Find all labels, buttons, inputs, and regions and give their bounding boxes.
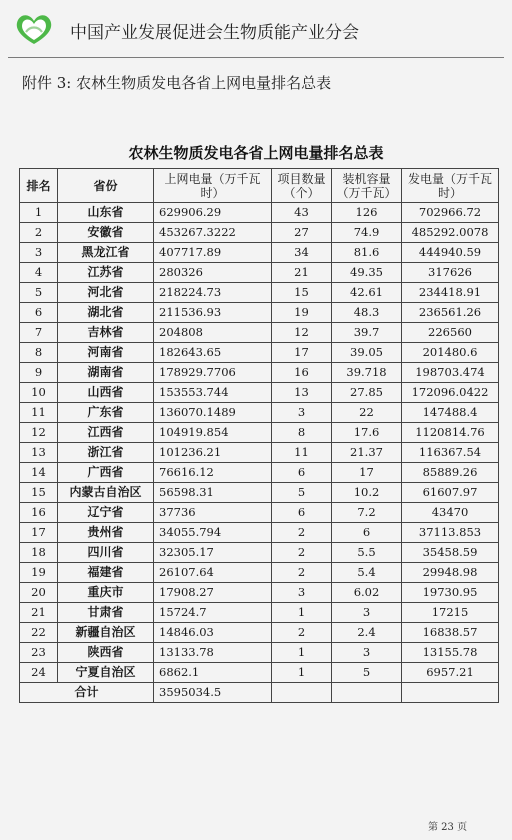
attachment-title: 附件 3: 农林生物质发电各省上网电量排名总表 — [22, 74, 332, 92]
cell-province: 山西省 — [58, 383, 154, 403]
table-row — [20, 523, 499, 543]
table-row — [20, 283, 499, 303]
total-row — [20, 683, 499, 703]
organization-name: 中国产业发展促进会生物质能产业分会 — [70, 23, 359, 43]
cell-province: 甘肃省 — [58, 603, 154, 623]
table-row — [20, 383, 499, 403]
cell-generation: 226560 — [402, 323, 499, 343]
cell-installed-capacity: 39.05 — [332, 343, 402, 363]
cell-project-count: 3 — [272, 583, 332, 603]
table-row — [20, 583, 499, 603]
cell-grid-electricity: 56598.31 — [154, 483, 272, 503]
cell-province: 陕西省 — [58, 643, 154, 663]
cell-grid-electricity: 453267.3222 — [154, 223, 272, 243]
cell-grid-electricity: 17908.27 — [154, 583, 272, 603]
cell-rank: 22 — [20, 623, 58, 643]
cell-project-count: 12 — [272, 323, 332, 343]
cell-generation: 37113.853 — [402, 523, 499, 543]
cell-project-count: 1 — [272, 663, 332, 683]
cell-province: 广西省 — [58, 463, 154, 483]
table-row — [20, 623, 499, 643]
cell-grid-electricity: 13133.78 — [154, 643, 272, 663]
cell-project-count: 6 — [272, 503, 332, 523]
cell-generation: 317626 — [402, 263, 499, 283]
cell-installed-capacity: 39.7 — [332, 323, 402, 343]
cell-rank: 13 — [20, 443, 58, 463]
table-body — [20, 203, 499, 703]
cell-province: 贵州省 — [58, 523, 154, 543]
table-row — [20, 263, 499, 283]
cell-project-count: 5 — [272, 483, 332, 503]
col-header-project-count: 项目数量 （个） — [272, 169, 332, 203]
table-row — [20, 403, 499, 423]
table-row — [20, 603, 499, 623]
cell-rank: 16 — [20, 503, 58, 523]
cell-province: 新疆自治区 — [58, 623, 154, 643]
cell-installed-capacity: 2.4 — [332, 623, 402, 643]
cell-grid-electricity: 153553.744 — [154, 383, 272, 403]
cell-province: 福建省 — [58, 563, 154, 583]
cell-province: 广东省 — [58, 403, 154, 423]
cell-generation: 234418.91 — [402, 283, 499, 303]
cell-grid-electricity: 178929.7706 — [154, 363, 272, 383]
table-row — [20, 203, 499, 223]
cell-province: 江西省 — [58, 423, 154, 443]
cell-installed-capacity: 10.2 — [332, 483, 402, 503]
table-row — [20, 303, 499, 323]
cell-installed-capacity: 42.61 — [332, 283, 402, 303]
cell-installed-capacity: 3 — [332, 603, 402, 623]
cell-grid-electricity: 34055.794 — [154, 523, 272, 543]
cell-installed-capacity: 17 — [332, 463, 402, 483]
total-value: 3595034.5 — [154, 683, 272, 703]
table-row — [20, 483, 499, 503]
header-divider — [8, 57, 504, 58]
cell-project-count: 34 — [272, 243, 332, 263]
table-row — [20, 363, 499, 383]
cell-rank: 17 — [20, 523, 58, 543]
cell-installed-capacity: 74.9 — [332, 223, 402, 243]
cell-project-count: 8 — [272, 423, 332, 443]
cell-grid-electricity: 15724.7 — [154, 603, 272, 623]
cell-installed-capacity: 81.6 — [332, 243, 402, 263]
cell-province: 河南省 — [58, 343, 154, 363]
cell-province: 河北省 — [58, 283, 154, 303]
cell-project-count: 21 — [272, 263, 332, 283]
cell-generation: 236561.26 — [402, 303, 499, 323]
cell-project-count: 3 — [272, 403, 332, 423]
cell-grid-electricity: 204808 — [154, 323, 272, 343]
cell-generation: 16838.57 — [402, 623, 499, 643]
table-header-row — [20, 169, 499, 203]
col-header-grid-electricity: 上网电量（万千瓦 时） — [154, 169, 272, 203]
cell-installed-capacity: 17.6 — [332, 423, 402, 443]
cell-province: 黑龙江省 — [58, 243, 154, 263]
table-row — [20, 323, 499, 343]
cell-project-count: 17 — [272, 343, 332, 363]
cell-generation: 61607.97 — [402, 483, 499, 503]
table-row — [20, 663, 499, 683]
table-row — [20, 223, 499, 243]
cell-generation: 485292.0078 — [402, 223, 499, 243]
cell-grid-electricity: 26107.64 — [154, 563, 272, 583]
cell-project-count: 1 — [272, 643, 332, 663]
cell-generation: 702966.72 — [402, 203, 499, 223]
cell-grid-electricity: 629906.29 — [154, 203, 272, 223]
cell-grid-electricity: 280326 — [154, 263, 272, 283]
cell-project-count: 19 — [272, 303, 332, 323]
cell-province: 湖北省 — [58, 303, 154, 323]
cell-province: 宁夏自治区 — [58, 663, 154, 683]
cell-province: 湖南省 — [58, 363, 154, 383]
cell-installed-capacity: 7.2 — [332, 503, 402, 523]
col-header-generation: 发电量（万千瓦 时） — [402, 169, 499, 203]
cell-rank: 14 — [20, 463, 58, 483]
cell-generation: 201480.6 — [402, 343, 499, 363]
cell-project-count: 15 — [272, 283, 332, 303]
cell-rank: 2 — [20, 223, 58, 243]
cell-rank: 3 — [20, 243, 58, 263]
cell-grid-electricity: 407717.89 — [154, 243, 272, 263]
cell-rank: 23 — [20, 643, 58, 663]
cell-province: 辽宁省 — [58, 503, 154, 523]
cell-generation: 29948.98 — [402, 563, 499, 583]
cell-grid-electricity: 32305.17 — [154, 543, 272, 563]
cell-project-count: 6 — [272, 463, 332, 483]
cell-project-count: 16 — [272, 363, 332, 383]
cell-province: 山东省 — [58, 203, 154, 223]
cell-grid-electricity: 104919.854 — [154, 423, 272, 443]
cell-project-count: 11 — [272, 443, 332, 463]
cell-generation: 444940.59 — [402, 243, 499, 263]
total-empty-cell — [272, 683, 332, 703]
cell-project-count: 2 — [272, 543, 332, 563]
table-row — [20, 643, 499, 663]
cell-grid-electricity: 136070.1489 — [154, 403, 272, 423]
cell-province: 浙江省 — [58, 443, 154, 463]
cell-grid-electricity: 14846.03 — [154, 623, 272, 643]
col-header-province: 省份 — [58, 169, 154, 203]
cell-installed-capacity: 6.02 — [332, 583, 402, 603]
cell-generation: 43470 — [402, 503, 499, 523]
cell-project-count: 13 — [272, 383, 332, 403]
cell-generation: 198703.474 — [402, 363, 499, 383]
page-header — [8, 10, 504, 50]
cell-project-count: 1 — [272, 603, 332, 623]
cell-project-count: 27 — [272, 223, 332, 243]
cell-rank: 21 — [20, 603, 58, 623]
cell-generation: 147488.4 — [402, 403, 499, 423]
cell-generation: 19730.95 — [402, 583, 499, 603]
total-empty-cell — [332, 683, 402, 703]
cell-rank: 18 — [20, 543, 58, 563]
cell-rank: 19 — [20, 563, 58, 583]
cell-rank: 5 — [20, 283, 58, 303]
organization-logo — [12, 10, 56, 48]
total-empty-cell — [402, 683, 499, 703]
cell-province: 安徽省 — [58, 223, 154, 243]
cell-generation: 35458.59 — [402, 543, 499, 563]
cell-grid-electricity: 6862.1 — [154, 663, 272, 683]
cell-installed-capacity: 3 — [332, 643, 402, 663]
table-row — [20, 343, 499, 363]
cell-grid-electricity: 37736 — [154, 503, 272, 523]
cell-grid-electricity: 182643.65 — [154, 343, 272, 363]
cell-rank: 4 — [20, 263, 58, 283]
cell-rank: 11 — [20, 403, 58, 423]
cell-installed-capacity: 6 — [332, 523, 402, 543]
ranking-table — [19, 168, 499, 703]
cell-grid-electricity: 101236.21 — [154, 443, 272, 463]
cell-rank: 12 — [20, 423, 58, 443]
cell-generation: 116367.54 — [402, 443, 499, 463]
cell-province: 内蒙古自治区 — [58, 483, 154, 503]
cell-generation: 17215 — [402, 603, 499, 623]
table-title: 农林生物质发电各省上网电量排名总表 — [128, 144, 384, 162]
cell-rank: 15 — [20, 483, 58, 503]
cell-installed-capacity: 49.35 — [332, 263, 402, 283]
cell-generation: 1120814.76 — [402, 423, 499, 443]
cell-rank: 20 — [20, 583, 58, 603]
cell-province: 江苏省 — [58, 263, 154, 283]
cell-rank: 8 — [20, 343, 58, 363]
cell-province: 四川省 — [58, 543, 154, 563]
cell-installed-capacity: 21.37 — [332, 443, 402, 463]
cell-project-count: 2 — [272, 523, 332, 543]
cell-project-count: 2 — [272, 563, 332, 583]
cell-installed-capacity: 22 — [332, 403, 402, 423]
cell-installed-capacity: 5.5 — [332, 543, 402, 563]
col-header-installed-capacity: 装机容量 （万千瓦） — [332, 169, 402, 203]
cell-grid-electricity: 218224.73 — [154, 283, 272, 303]
col-header-rank: 排名 — [20, 169, 58, 203]
total-label: 合计 — [20, 683, 154, 703]
page-number: 第 23 页 — [428, 822, 468, 833]
cell-installed-capacity: 126 — [332, 203, 402, 223]
cell-generation: 172096.0422 — [402, 383, 499, 403]
cell-province: 重庆市 — [58, 583, 154, 603]
table-row — [20, 443, 499, 463]
cell-rank: 6 — [20, 303, 58, 323]
cell-generation: 13155.78 — [402, 643, 499, 663]
cell-generation: 85889.26 — [402, 463, 499, 483]
cell-installed-capacity: 48.3 — [332, 303, 402, 323]
cell-project-count: 43 — [272, 203, 332, 223]
cell-installed-capacity: 5 — [332, 663, 402, 683]
cell-rank: 1 — [20, 203, 58, 223]
cell-installed-capacity: 27.85 — [332, 383, 402, 403]
table-row — [20, 543, 499, 563]
cell-rank: 9 — [20, 363, 58, 383]
cell-grid-electricity: 76616.12 — [154, 463, 272, 483]
cell-rank: 7 — [20, 323, 58, 343]
table-row — [20, 243, 499, 263]
table-row — [20, 423, 499, 443]
cell-grid-electricity: 211536.93 — [154, 303, 272, 323]
table-row — [20, 563, 499, 583]
cell-generation: 6957.21 — [402, 663, 499, 683]
table-row — [20, 503, 499, 523]
cell-province: 吉林省 — [58, 323, 154, 343]
cell-installed-capacity: 5.4 — [332, 563, 402, 583]
cell-installed-capacity: 39.718 — [332, 363, 402, 383]
cell-rank: 24 — [20, 663, 58, 683]
cell-project-count: 2 — [272, 623, 332, 643]
table-row — [20, 463, 499, 483]
cell-rank: 10 — [20, 383, 58, 403]
